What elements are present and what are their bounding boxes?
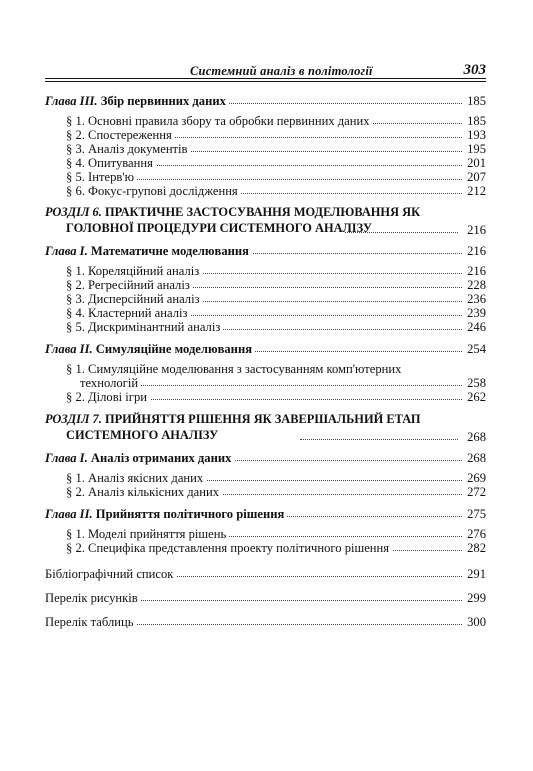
toc-item[interactable] <box>45 391 486 405</box>
chapter-page: 254 <box>463 343 486 356</box>
chapter-title: Прийняття політичного рішення <box>95 507 285 521</box>
item-page: 195 <box>463 143 486 156</box>
chapter-lead: Глава І. <box>45 244 88 258</box>
item-label: Перелік таблиць <box>45 615 136 629</box>
toc-back-item[interactable] <box>45 592 486 606</box>
item-page: 246 <box>463 321 486 334</box>
item-label: § 1. Аналіз якісних даних <box>66 471 206 485</box>
item-page: 299 <box>463 592 486 605</box>
item-label: § 5. Інтерв'ю <box>66 170 137 184</box>
leader-dots <box>345 232 458 233</box>
page-number: 303 <box>463 62 486 78</box>
toc-section-6[interactable] <box>45 206 486 238</box>
running-title: Системний аналіз в політології <box>190 64 373 78</box>
chapter-lead: Глава ІІ. <box>45 342 93 356</box>
section-lead: РОЗДІЛ 6. <box>45 205 102 219</box>
toc-chapter-2[interactable] <box>45 343 486 357</box>
header-rule-thick <box>45 78 486 79</box>
item-page: 216 <box>463 265 486 278</box>
chapter-page: 185 <box>463 95 486 108</box>
toc-back-item[interactable] <box>45 616 486 630</box>
item-label-line1: § 1. Симуляційне моделювання з застосуванням комп'ютерних <box>66 362 404 376</box>
toc-item[interactable] <box>45 307 486 321</box>
toc-item[interactable] <box>45 157 486 171</box>
chapter-title: Симуляційне моделювання <box>95 342 253 356</box>
leader-dots <box>300 439 458 440</box>
toc-item[interactable] <box>45 185 486 199</box>
toc-chapter-1[interactable] <box>45 452 486 466</box>
item-page: 291 <box>463 568 486 581</box>
item-page: 201 <box>463 157 486 170</box>
item-label-line2: технологій <box>80 376 141 390</box>
item-label: § 2. Регресійний аналіз <box>66 278 193 292</box>
toc-item[interactable] <box>45 293 486 307</box>
item-page: 228 <box>463 279 486 292</box>
toc-item[interactable] <box>45 486 486 500</box>
section-page: 216 <box>467 223 486 237</box>
chapter-lead: Глава III. <box>45 94 98 108</box>
item-label: § 2. Спостереження <box>66 128 175 142</box>
item-page: 272 <box>463 486 486 499</box>
chapter-title: Аналіз отриманих даних <box>90 451 232 465</box>
item-label: § 4. Кластерний аналіз <box>66 306 190 320</box>
item-label: Перелік рисунків <box>45 591 141 605</box>
item-label: § 2. Аналіз кількісних даних <box>66 485 222 499</box>
item-page: 236 <box>463 293 486 306</box>
item-page: 239 <box>463 307 486 320</box>
toc-item[interactable] <box>45 472 486 486</box>
item-page: 193 <box>463 129 486 142</box>
toc-item[interactable] <box>45 321 486 335</box>
item-label: Бібліографічний список <box>45 567 176 581</box>
chapter-lead: Глава ІІ. <box>45 507 93 521</box>
section-page: 268 <box>467 430 486 444</box>
toc-item-wrapped-cont[interactable] <box>45 377 486 391</box>
back-matter <box>45 568 486 630</box>
running-header <box>45 58 486 84</box>
toc-chapter-3[interactable] <box>45 95 486 109</box>
item-page: 269 <box>463 472 486 485</box>
section-lead: РОЗДІЛ 7. <box>45 412 102 426</box>
toc-item[interactable] <box>45 129 486 143</box>
chapter-title: Збір первинних даних <box>100 94 226 108</box>
toc-item[interactable] <box>45 265 486 279</box>
item-page: 300 <box>463 616 486 629</box>
chapter-title: Математичне моделювання <box>90 244 249 258</box>
item-page: 207 <box>463 171 486 184</box>
toc-chapter-1[interactable] <box>45 245 486 259</box>
toc-chapter-2[interactable] <box>45 508 486 522</box>
item-page: 276 <box>463 528 486 541</box>
toc-item[interactable] <box>45 115 486 129</box>
toc-item[interactable] <box>45 143 486 157</box>
toc-back-item[interactable] <box>45 568 486 582</box>
toc-item[interactable] <box>45 528 486 542</box>
item-label: § 1. Основні правила збору та обробки первинних даних <box>66 114 373 128</box>
item-label: § 2. Специфіка представлення проекту політичного рішення <box>66 541 392 555</box>
toc-item[interactable] <box>45 542 486 556</box>
toc-item[interactable] <box>45 279 486 293</box>
item-label: § 5. Дискримінантний аналіз <box>66 320 223 334</box>
item-label: § 3. Дисперсійний аналіз <box>66 292 203 306</box>
item-label: § 1. Моделі прийняття рішень <box>66 527 229 541</box>
table-of-contents <box>45 95 486 630</box>
item-label: § 6. Фокус-групові дослідження <box>66 184 241 198</box>
item-label: § 2. Ділові ігри <box>66 390 150 404</box>
item-page: 258 <box>463 377 486 390</box>
section-title-line1: ПРАКТИЧНЕ ЗАСТОСУВАННЯ МОДЕЛЮВАННЯ ЯК <box>104 205 421 219</box>
toc-item-wrapped[interactable] <box>45 363 486 377</box>
section-title-line1: ПРИЙНЯТТЯ РІШЕННЯ ЯК ЗАВЕРШАЛЬНИЙ ЕТАП <box>104 412 421 426</box>
item-page: 185 <box>463 115 486 128</box>
chapter-lead: Глава І. <box>45 451 88 465</box>
item-page: 262 <box>463 391 486 404</box>
item-page: 212 <box>463 185 486 198</box>
chapter-page: 275 <box>463 508 486 521</box>
header-rule-thin <box>45 81 486 82</box>
section-title-line2: ГОЛОВНОЇ ПРОЦЕДУРИ СИСТЕМНОГО АНАЛІЗУ <box>66 221 372 235</box>
item-label: § 3. Аналіз документів <box>66 142 191 156</box>
item-label: § 4. Опитування <box>66 156 156 170</box>
section-title-line2: СИСТЕМНОГО АНАЛІЗУ <box>66 428 219 442</box>
toc-section-7[interactable] <box>45 413 486 445</box>
item-page: 282 <box>463 542 486 555</box>
chapter-page: 216 <box>463 245 486 258</box>
chapter-page: 268 <box>463 452 486 465</box>
item-label: § 1. Кореляційний аналіз <box>66 264 202 278</box>
toc-item[interactable] <box>45 171 486 185</box>
